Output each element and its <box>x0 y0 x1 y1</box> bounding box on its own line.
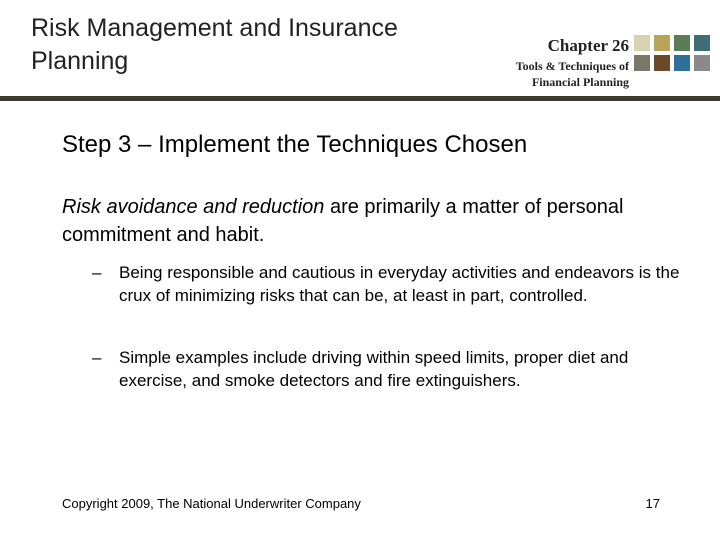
chapter-subtitle-line-2: Financial Planning <box>531 75 629 89</box>
intro-text: are primarily a matter of personal commitment and habit. <box>62 196 624 246</box>
square-5 <box>634 55 650 71</box>
square-2 <box>654 35 670 51</box>
bullet-text: Being responsible and cautious in everyday activities and endeavors is the crux of minimizing risks that can be, at least in part, controlled. <box>119 263 680 305</box>
slide-heading: Step 3 – Implement the Techniques Chosen <box>62 131 528 158</box>
intro-paragraph <box>62 193 682 249</box>
square-1 <box>634 35 650 51</box>
bullet-text: Simple examples include driving within speed limits, proper diet and exercise, and smoke detectors and fire extinguishers. <box>119 348 629 390</box>
header-rule <box>0 96 720 101</box>
bullet-item <box>92 346 699 392</box>
square-6 <box>654 55 670 71</box>
copyright-notice: Copyright 2009, The National Underwriter Company <box>62 496 361 511</box>
bullet-dash: – <box>92 348 102 367</box>
page-number: 17 <box>645 496 660 511</box>
square-4 <box>694 35 710 51</box>
bullet-dash: – <box>92 263 102 282</box>
slide-header <box>0 0 720 96</box>
decorative-squares <box>634 35 714 75</box>
chapter-subtitle-line-1: Tools & Techniques of <box>515 59 629 73</box>
bullet-item <box>92 261 699 307</box>
square-7 <box>674 55 690 71</box>
square-8 <box>694 55 710 71</box>
intro-emphasis: Risk avoidance and reduction <box>62 196 325 218</box>
chapter-subtitle <box>516 58 629 90</box>
square-3 <box>674 35 690 51</box>
chapter-title: Chapter 26 <box>547 36 629 55</box>
chapter-label-block <box>516 36 629 90</box>
slide-title: Risk Management and Insurance Planning <box>31 14 398 75</box>
